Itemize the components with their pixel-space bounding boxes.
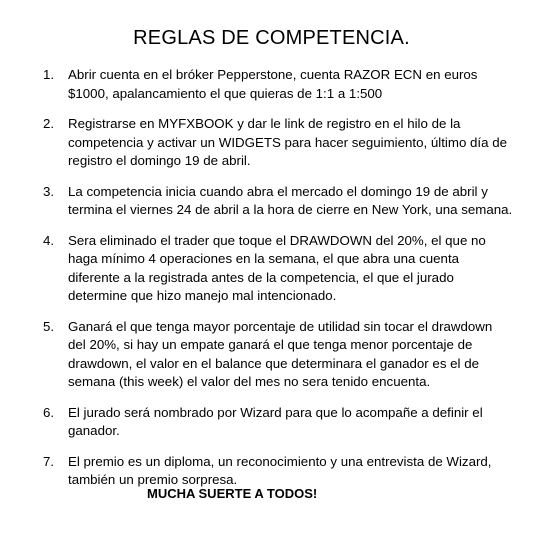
rule-line: La competencia inicia cuando abra el mercado el domingo 19 de abril y xyxy=(68,183,488,199)
rule-line: haga mínimo 4 operaciones en la semana, el que abra una cuenta xyxy=(68,251,460,266)
closing-message: MUCHA SUERTE A TODOS! xyxy=(147,486,318,501)
rule-line: Sera eliminado el trader que toque el DRAWDOWN del 20%, el que no xyxy=(68,232,486,248)
rule-item xyxy=(0,66,543,103)
rule-line: Abrir cuenta en el bróker Pepperstone, cuenta RAZOR ECN en euros xyxy=(68,67,478,82)
rule-line: también un premio sorpresa. xyxy=(68,472,238,487)
rule-line: ganador. xyxy=(68,423,120,438)
rule-line: $1000, apalancamiento el que quieras de 1:1 a 1:500 xyxy=(68,85,383,101)
rule-line: termina el viernes 24 de abril a la hora de cierre en New York, una semana. xyxy=(68,202,513,217)
rule-item xyxy=(0,453,543,490)
rule-item xyxy=(0,318,543,392)
rule-line: El jurado será nombrado por Wizard para que lo acompañe a definir el xyxy=(68,404,483,420)
rule-number: 1. xyxy=(43,67,55,82)
rule-line: Registrarse en MYFXBOOK y dar le link de registro en el hilo de la xyxy=(68,116,461,131)
rule-line: semana (this week) el valor del mes no sera tenido encuenta. xyxy=(68,374,431,389)
rule-line: del 20%, si hay un empate ganará el que tenga menor porcentaje de xyxy=(68,337,473,352)
rule-number: 4. xyxy=(43,232,55,248)
rule-number: 5. xyxy=(43,318,55,334)
rule-number: 3. xyxy=(43,183,55,199)
rule-item xyxy=(0,183,543,220)
rules-list xyxy=(0,66,543,502)
rule-line: determine que hizo manejo mal intencionado. xyxy=(68,288,337,303)
rule-line: El premio es un diploma, un reconocimiento y una entrevista de Wizard, xyxy=(68,453,492,469)
rule-line: drawdown, el valor en el balance que determinara el ganador es el de xyxy=(68,355,479,371)
rule-number: 2. xyxy=(43,116,55,131)
rule-line: Ganará el que tenga mayor porcentaje de utilidad sin tocar el drawdown xyxy=(68,318,493,334)
document-title: REGLAS DE COMPETENCIA. xyxy=(133,27,410,49)
rule-item xyxy=(0,115,543,171)
rule-number: 6. xyxy=(43,404,55,420)
rule-item xyxy=(0,232,543,306)
rule-number: 7. xyxy=(43,453,55,469)
rule-line: competencia y activar un WIDGETS para hacer seguimiento, último día de xyxy=(68,134,507,150)
rule-line: diferente a la registrada antes de la competencia, el que el jurado xyxy=(68,269,454,285)
rule-line: registro el domingo 19 de abril. xyxy=(68,153,251,168)
rule-item xyxy=(0,404,543,441)
